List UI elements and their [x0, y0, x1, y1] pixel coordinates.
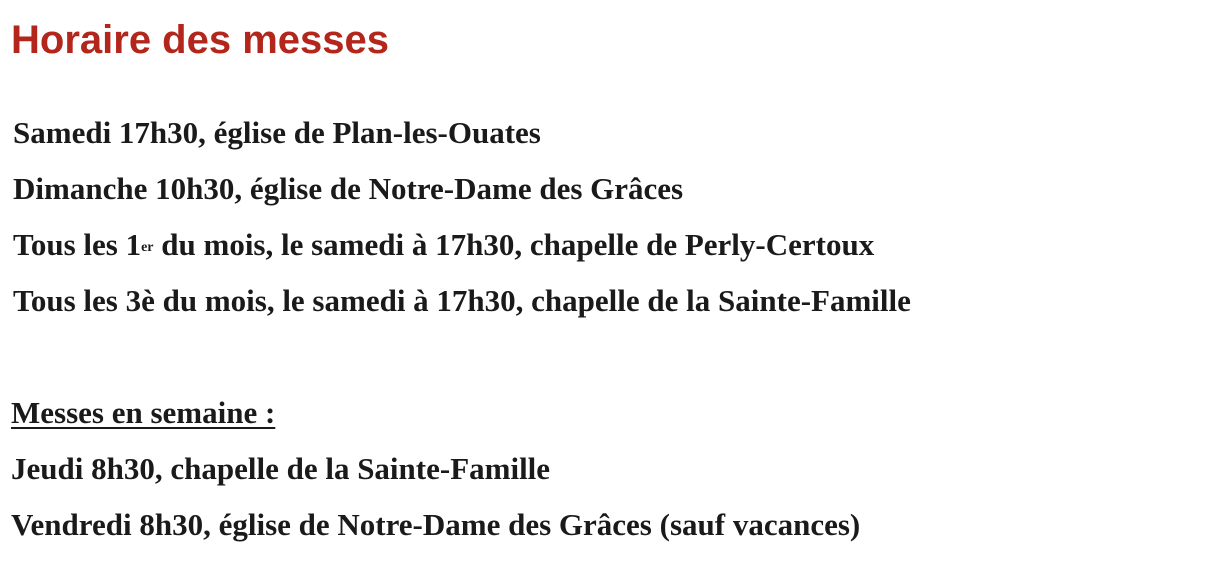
weekday-heading-text: Messes en semaine :: [11, 395, 276, 430]
mass-schedule: [11, 105, 1201, 553]
schedule-first-saturday-prefix: Tous les 1: [13, 227, 142, 262]
schedule-friday: Vendredi 8h30, église de Notre-Dame des Grâces (sauf vacances): [11, 507, 861, 542]
page-title: Horaire des messes: [11, 18, 390, 62]
schedule-sunday: Dimanche 10h30, église de Notre-Dame des Grâces: [13, 171, 684, 206]
ordinal-superscript: er: [141, 240, 154, 255]
schedule-third-saturday: Tous les 3è du mois, le samedi à 17h30, chapelle de la Sainte-Famille: [13, 283, 911, 318]
section-spacer: [11, 329, 1201, 385]
schedule-first-saturday-suffix: du mois, le samedi à 17h30, chapelle de Perly-Certoux: [153, 227, 875, 262]
weekday-heading: [11, 385, 1201, 441]
schedule-first-saturday: [11, 217, 1201, 273]
schedule-saturday: Samedi 17h30, église de Plan-les-Ouates: [13, 115, 541, 150]
schedule-thursday: Jeudi 8h30, chapelle de la Sainte-Famille: [11, 451, 551, 486]
